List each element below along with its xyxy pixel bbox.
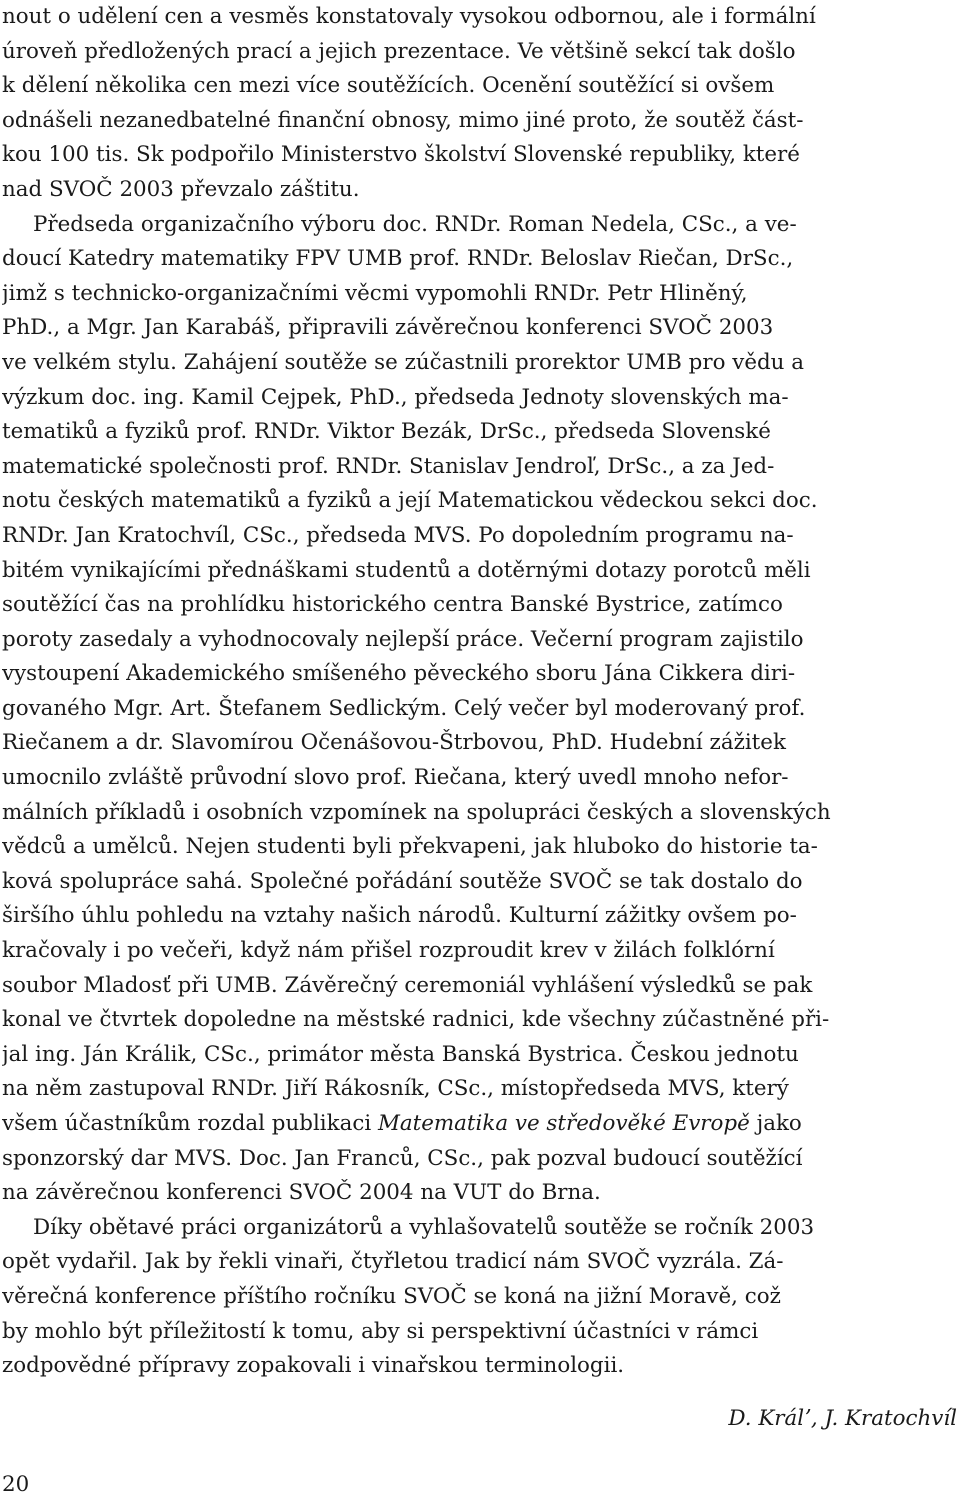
text-line: kračovaly i po večeři, když nám přišel rozproudit krev v žilách folklórní	[2, 938, 775, 964]
text-line: jal ing. Ján Králik, CSc., primátor města Banská Bystrica. Českou jednotu	[2, 1041, 799, 1067]
text-line: PhD., a Mgr. Jan Karabáš, připravili závěrečnou konferenci SVOČ 2003	[2, 315, 774, 341]
text-line: nout o udělení cen a vesměs konstatovaly vysokou odbornou, ale i formální	[2, 4, 816, 29]
text-line: vědců a umělců. Nejen studenti byli překvapeni, jak hluboko do historie ta-	[2, 834, 818, 860]
text-line: širšího úhlu pohledu na vztahy našich národů. Kulturní zážitky ovšem po-	[2, 903, 797, 929]
text-line: soutěžící čas na prohlídku historického centra Banské Bystrice, zatímco	[2, 592, 783, 618]
page-number: 20	[2, 1472, 30, 1497]
text-line: výzkum doc. ing. Kamil Cejpek, PhD., předseda Jednoty slovenských ma-	[2, 384, 789, 410]
text-line: na závěrečnou konferenci SVOČ 2004 na VUT do Brna.	[2, 1180, 601, 1206]
text-line: nad SVOČ 2003 převzalo záštitu.	[2, 176, 360, 202]
text-line: doucí Katedry matematiky FPV UMB prof. RNDr. Beloslav Riečan, DrSc.,	[2, 246, 794, 272]
text-before-title: všem účastníkům rozdal publikaci	[2, 1111, 378, 1136]
text-line: ve velkém stylu. Zahájení soutěže se zúčastnili prorektor UMB pro vědu a	[2, 349, 805, 375]
paragraph-start-line: Díky obětavé práci organizátorů a vyhlašovatelů soutěže se ročník 2003	[33, 1214, 815, 1240]
text-line: bitém vynikajícími přednáškami studentů a dotěrnými dotazy porotců měli	[2, 557, 811, 583]
text-line: RNDr. Jan Kratochvíl, CSc., předseda MVS. Po dopoledním programu na-	[2, 522, 794, 548]
text-line: opět vydařil. Jak by řekli vinaři, čtyřletou tradicí nám SVOČ vyzrála. Zá-	[2, 1249, 784, 1275]
text-line: notu českých matematiků a fyziků a její Matematickou vědeckou sekci doc.	[2, 488, 818, 514]
author-signature: D. Králʼ, J. Kratochvíl	[728, 1406, 957, 1431]
text-line: poroty zasedaly a vyhodnocovaly nejlepší práce. Večerní program zajistilo	[2, 626, 804, 652]
text-line: sponzorský dar MVS. Doc. Jan Franců, CSc., pak pozval budoucí soutěžící	[2, 1145, 803, 1171]
paragraph-start-line: Předseda organizačního výboru doc. RNDr. Roman Nedela, CSc., a ve-	[33, 211, 797, 237]
text-line: málních příkladů i osobních vzpomínek na spolupráci českých a slovenských	[2, 799, 831, 825]
text-line: govaného Mgr. Art. Štefanem Sedlickým. Celý večer byl moderovaný prof.	[2, 695, 806, 721]
text-line: úroveň předložených prací a jejich prezentace. Ve většině sekcí tak došlo	[2, 38, 796, 64]
text-line: matematické společnosti prof. RNDr. Stanislav Jendroľ, DrSc., a za Jed-	[2, 453, 775, 479]
text-line: zodpovědné přípravy zopakovali i vinařskou terminologii.	[2, 1353, 625, 1379]
body-text	[2, 0, 958, 1384]
text-line: tematiků a fyziků prof. RNDr. Viktor Bezák, DrSc., předseda Slovenské	[2, 419, 771, 445]
text-line: k dělení několika cen mezi více soutěžících. Ocenění soutěžící si ovšem	[2, 73, 775, 99]
text-line: kou 100 tis. Sk podpořilo Ministerstvo školství Slovenské republiky, které	[2, 142, 800, 168]
text-line: vystoupení Akademického smíšeného pěveckého sboru Jána Cikkera diri-	[2, 661, 796, 687]
text-line: odnášeli nezanedbatelné finanční obnosy, mimo jiné proto, že soutěž část-	[2, 107, 804, 133]
text-line: soubor Mladosť při UMB. Závěrečný ceremoniál vyhlášení výsledků se pak	[2, 972, 813, 998]
text-line: ková spolupráce sahá. Společné pořádání soutěže SVOČ se tak dostalo do	[2, 868, 803, 894]
text-line: věrečná konference příštího ročníku SVOČ se koná na jižní Moravě, což	[2, 1283, 781, 1309]
text-line: by mohlo být příležitostí k tomu, aby si perspektivní účastníci v rámci	[2, 1318, 759, 1344]
text-line-with-italic-title	[2, 1107, 958, 1142]
book-title: Matematika ve středověké Evropě	[377, 1111, 750, 1136]
text-after-title: jako	[749, 1111, 802, 1136]
text-line: Riečanem a dr. Slavomírou Očenášovou-Štrbovou, PhD. Hudební zážitek	[2, 730, 786, 756]
text-line: umocnilo zvláště průvodní slovo prof. Riečana, který uvedl mnoho nefor-	[2, 765, 789, 791]
text-line: jimž s technicko-organizačními věcmi vypomohli RNDr. Petr Hliněný,	[2, 280, 748, 306]
text-line: na něm zastupoval RNDr. Jiří Rákosník, CSc., místopředseda MVS, který	[2, 1076, 789, 1102]
text-line: konal ve čtvrtek dopoledne na městské radnici, kde všechny zúčastněné při-	[2, 1007, 830, 1033]
